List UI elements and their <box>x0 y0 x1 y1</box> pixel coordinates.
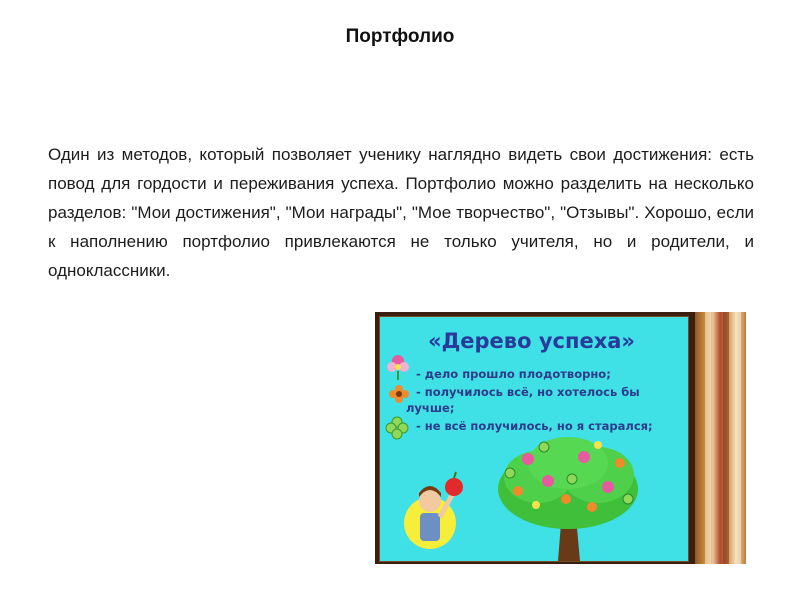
body-paragraph: Один из методов, который позволяет ученику наглядно видеть свои достижения: есть повод для гордости и переживания успеха. Портфолио можно разделить на несколько разделов: "Мои достижения", "Мои награды", "Мое творчество", "Отзывы". Хорошо, если к наполнению портфолио привлекаются не только учителя, но и родители, и одноклассники. <box>48 145 754 280</box>
legend-line-1: - дело прошло плодотворно; <box>416 367 611 381</box>
slide-title: Портфолио <box>345 26 455 47</box>
flower-icon <box>384 351 412 381</box>
legend-line-2-cont: лучше; <box>406 401 455 415</box>
board-title: «Дерево успеха» <box>428 329 635 353</box>
student-with-apple-illustration <box>400 465 470 555</box>
legend-line-2: - получилось всё, но хотелось бы <box>416 385 640 399</box>
board-panel <box>379 316 689 562</box>
legend-line-3: - не всё получилось, но я старался; <box>416 419 653 433</box>
success-tree-illustration <box>488 429 648 561</box>
curtain-decoration <box>695 312 746 564</box>
success-tree-picture <box>375 312 746 564</box>
clover-icon <box>384 415 410 441</box>
board-frame <box>375 312 695 564</box>
